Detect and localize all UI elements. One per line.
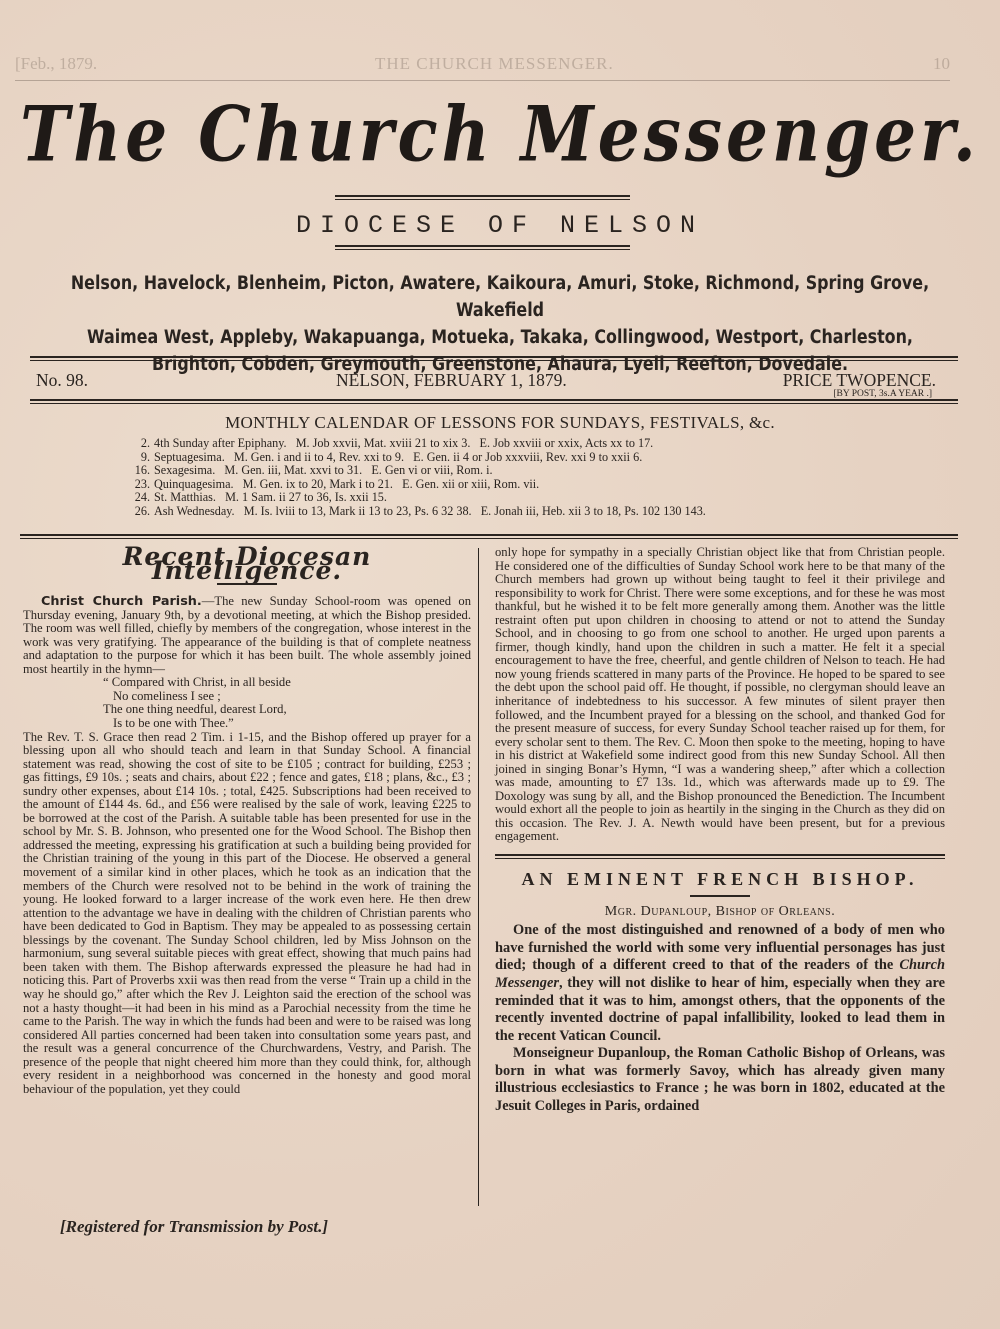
bleed-left: [Feb., 1879.	[15, 54, 98, 73]
calendar-day: 16.	[134, 463, 150, 478]
bleed-through-header	[15, 50, 950, 81]
divider	[495, 854, 945, 859]
hymn-line: No comeliness I see ;	[113, 688, 221, 703]
calendar-day: 2.	[140, 436, 150, 450]
issue-price: PRICE TWOPENCE.	[782, 370, 936, 390]
hymn-line: Is to be one with Thee.”	[113, 716, 234, 731]
calendar-text: Ash Wednesday. M. Is. lviii to 13, Mark ii 13 to 23, Ps. 6 32 38. E. Jonah iii, Heb. xii 3 to 18, Ps. 102 130 143.	[154, 503, 706, 518]
calendar-entry	[130, 478, 706, 492]
hymn-line: The one thing needful, dearest Lord,	[103, 702, 287, 717]
calendar-day: 9.	[140, 449, 150, 464]
column-divider	[478, 548, 479, 1206]
article-paragraph	[23, 595, 471, 676]
parish-list-line: Brighton, Cobden, Greymouth, Greenstone, Ahaura, Lyell, Reefton, Dovedale.	[151, 354, 849, 375]
calendar-entry	[130, 464, 706, 478]
calendar-day: 26.	[134, 503, 150, 518]
issue-number: No. 98.	[36, 370, 89, 390]
left-column	[23, 542, 471, 1096]
lesson-calendar	[130, 437, 706, 519]
article-text: One of the most distinguished and renowned of a body of men who have furnished the world with some very influential personages has just died; though of a different creed to that of the readers of the	[495, 922, 945, 974]
divider	[30, 399, 958, 404]
article-subtitle: Mgr. Dupanloup, Bishop of Orleans.	[604, 903, 836, 919]
divider	[335, 245, 630, 250]
section-title: Recent Diocesan Intelligence.	[122, 542, 372, 585]
calendar-entry	[130, 505, 706, 519]
calendar-text: 4th Sunday after Epiphany. M. Job xxvii, Mat. xviii 21 to xix 3. E. Job xxviii or xxix, Acts xx to 17.	[154, 436, 654, 450]
calendar-text: St. Matthias. M. 1 Sam. ii 27 to 36, Is. xxii 15.	[154, 490, 387, 505]
article-title: AN EMINENT FRENCH BISHOP.	[521, 869, 919, 890]
calendar-title: MONTHLY CALENDAR OF LESSONS FOR SUNDAYS, FESTIVALS, &c.	[225, 413, 775, 432]
divider	[20, 534, 958, 539]
masthead-title: The Church Messenger.	[20, 89, 980, 179]
parish-list	[70, 270, 930, 378]
calendar-entry	[130, 491, 706, 505]
article-paragraph	[495, 922, 945, 1045]
issue-date: NELSON, FEBRUARY 1, 1879.	[336, 370, 567, 390]
parish-list-line: Waimea West, Appleby, Wakapuanga, Motueka, Takaka, Collingwood, Westport, Charleston,	[87, 327, 913, 348]
article-continuation: only hope for sympathy in a specially Christian object like that from Christian people. He considered one of the difficulties of Sunday School work here to be that many of the Church members had grown up without being taught to feel it their privilege and responsibility to work for Christ. There were some exceptions, and for these he was most thankful, but he wished it to be felt more generally among them. Another was the little restraint often put upon children in choosing to attend or not to attend the Sunday School, and in choosing to go from one school to another. He urged upon parents a firmer, though kindly, hand upon the children in such a matter. He felt it a special encouragement to have the free, cheerful, and gentle children of Nelson to teach. He had now young friends scattered in many parts of the Province. He hoped to be spared to see the debt upon the school paid off. He thought, if possible, no clergyman should leave an inheritance of indebtedness to his successor. A few minutes of silent prayer then followed, and the Incumbent prayed for a blessing on the school, and thanked God for the present measure of success, for every Sunday School teacher raised up for them, for every scholar sent to them. The Rev. C. Moon then spoke to the meeting, hoping to have in his district at Wakefield some indirect good from this new Sunday School. All then joined in singing Bonar’s Hymn, “I was a wandering sheep,” after which a collection was made, amounting to £7 13s. 1d., which was afterwards made up to £9. The Doxology was sung by all, and the Bishop pronounced the Benediction. The Incumbent would exhort all the people to join as heartily in the singing in the Church as they did on this occasion. The Rev. J. A. Newth would have been present, but for a previous engagement.	[495, 545, 945, 844]
hymn-quote	[23, 676, 471, 730]
calendar-entry	[130, 437, 706, 451]
right-column	[495, 546, 945, 1116]
registered-notice: [Registered for Transmission by Post.]	[60, 1217, 329, 1236]
article-lead: Christ Church Parish.	[41, 594, 202, 610]
divider	[30, 356, 958, 361]
parish-list-line: Nelson, Havelock, Blenheim, Picton, Awatere, Kaikoura, Amuri, Stoke, Richmond, Spring Grove, Wakefield	[70, 273, 930, 321]
calendar-text: Sexagesima. M. Gen. iii, Mat. xxvi to 31. E. Gen vi or viii, Rom. i.	[154, 463, 493, 478]
calendar-day: 23.	[134, 476, 150, 491]
bleed-page-number: 10	[933, 54, 950, 73]
article-text: —The new Sunday School-room was opened on Thursday evening, January 9th, by a devotional meeting, at which the Bishop presided. The room was well filled, chiefly by members of the congregation, whose interest in the work was very gratifying. The appearance of the building is that of complete neatness and adaptation to the purpose for which it has been built. The whole assembly joined most heartily in the hymn—	[23, 594, 471, 676]
diocese-subtitle: DIOCESE OF NELSON	[295, 211, 705, 240]
postal-price: [BY POST, 3s.A YEAR .]	[833, 389, 932, 399]
publication-name: Church Messenger	[495, 957, 945, 991]
calendar-text: Quinquagesima. M. Gen. ix to 20, Mark i to 21. E. Gen. xii or xiii, Rom. vii.	[154, 476, 540, 491]
bleed-center: THE CHURCH MESSENGER.	[375, 54, 614, 73]
article-paragraph: The Rev. T. S. Grace then read 2 Tim. i 1-15, and the Bishop offered up prayer for a blessing upon all who should teach and learn in that Sunday School. A financial statement was read, showing the cost of site to be £105 ; contract for building, £253 ; gas fittings, £9 10s. ; seats and chairs, about £22 ; fence and gates, £18 ; plans, &c., £3 ; sundry other expenses, about £14 10s. ; total, £425. Subscriptions had been received to the amount of £144 4s. 6d., and £56 were realised by the sale of work, leaving £225 to be borrowed at the cost of the Parish. A suitable table has been presented for use in the school by Mr. S. B. Johnson, who presented one for the Wood School. The Bishop then addressed the meeting, expressing his gratification at such a building being provided for the Christian training of the young in this part of the Diocese. He observed a general movement of a similar kind in other places, which he took as an indication that the members of the Church were resolved not to be behind in the work of training the young. He looked forward to a larger increase of the work even here. He then drew attention to the advantage we have in dealing with the children of Christian parents who have been dedicated to God in Baptism. They may be appealed to as possessing certain blessings by the covenant. The Sunday School children, led by Miss Johnson on the harmonium, sung several suitable pieces with great effect, showing that much pains had been taken with them. The Bishop afterwards expressed the pleasure he had had in noticing this. Part of Proverbs xxii was then read from the verse “ Train up a child in the way he should go,” after which the Rev J. Leighton said the erection of the school was not a hasty thought—it had been in his mind as a Parochial necessity from the time he came to the Parish. The way in which the funds had been and were to be raised was long considered All parties concerned had been taken into consultation some years past, and the result was a general concurrence of the Churchwardens, Vestry, and Parish. The presence of the people that night cheered him more than they could think, for, although every resident in a neighborhood was concerned in the honesty and good moral behaviour of the population, yet they could	[23, 729, 471, 1096]
hymn-line: “ Compared with Christ, in all beside	[103, 675, 291, 690]
article-text: , they will not dislike to hear of him, especially when they are reminded that it was to him, amongst others, that the opponents of the recently invented doctrine of papal infallibility, looked to lead them in the recent Vatican Council.	[495, 974, 945, 1044]
calendar-entry	[130, 451, 706, 465]
calendar-day: 24.	[134, 490, 150, 505]
article-paragraph: Monseigneur Dupanloup, the Roman Catholic Bishop of Orleans, was born in what was formerly Savoy, which has already given many illustrious ecclesiastics to France ; he was born in 1802, educated at the Jesuit Colleges in Paris, ordained	[495, 1045, 945, 1115]
calendar-text: Septuagesima. M. Gen. i and ii to 4, Rev. xxi to 9. E. Gen. ii 4 or Job xxxviii, Rev. xxi 9 to xxii 6.	[154, 449, 643, 464]
divider	[335, 195, 630, 200]
divider	[690, 895, 750, 897]
